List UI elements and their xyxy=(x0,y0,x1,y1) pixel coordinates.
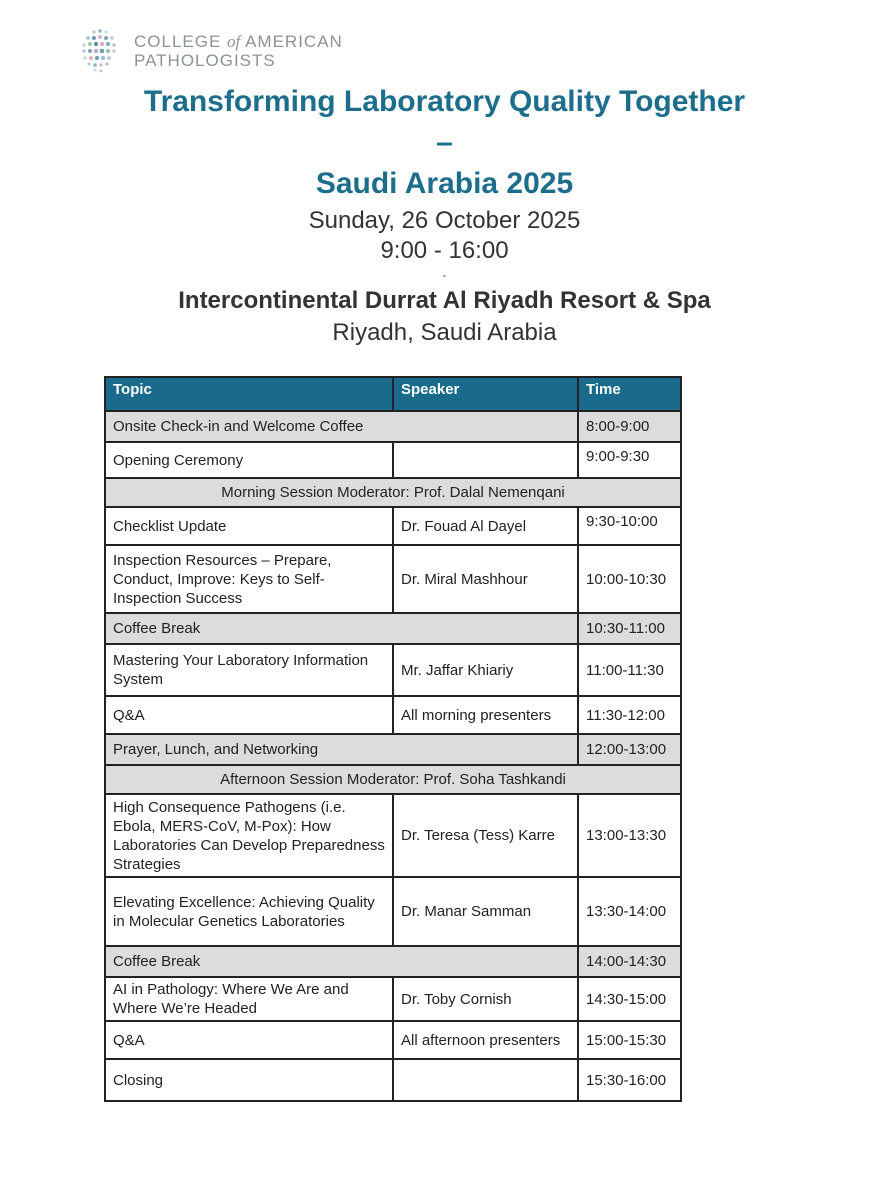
table-header-row xyxy=(105,377,681,411)
column-header-speaker: Speaker xyxy=(393,377,578,411)
topic-cell: Inspection Resources – Prepare, Conduct, Improve: Keys to Self-Inspection Success xyxy=(105,545,393,613)
table-row xyxy=(105,613,681,644)
speaker-cell xyxy=(393,442,578,478)
time-cell: 13:00-13:30 xyxy=(578,794,681,877)
header-separator: - xyxy=(442,268,447,282)
event-date: Sunday, 26 October 2025 xyxy=(308,207,581,234)
time-cell: 12:00-13:00 xyxy=(578,734,681,765)
time-cell: 14:00-14:30 xyxy=(578,946,681,977)
speaker-cell: Dr. Teresa (Tess) Karre xyxy=(393,794,578,877)
table-row xyxy=(105,507,681,545)
table-row xyxy=(105,1021,681,1059)
moderator-cell: Morning Session Moderator: Prof. Dalal Nemenqani xyxy=(105,478,681,507)
topic-cell: Elevating Excellence: Achieving Quality in Molecular Genetics Laboratories xyxy=(105,877,393,946)
table-row xyxy=(105,644,681,696)
topic-cell: Checklist Update xyxy=(105,507,393,545)
time-cell: 8:00-9:00 xyxy=(578,411,681,442)
topic-cell: Coffee Break xyxy=(105,946,578,977)
time-cell: 15:00-15:30 xyxy=(578,1021,681,1059)
time-cell: 13:30-14:00 xyxy=(578,877,681,946)
column-header-topic: Topic xyxy=(105,377,393,411)
time-cell: 9:00-9:30 xyxy=(578,442,681,478)
logo-word-college: COLLEGE xyxy=(134,32,222,51)
cap-logo-text xyxy=(134,32,434,70)
session-moderator-row xyxy=(105,478,681,507)
speaker-cell: All afternoon presenters xyxy=(393,1021,578,1059)
speaker-cell: Mr. Jaffar Khiariy xyxy=(393,644,578,696)
topic-cell: Closing xyxy=(105,1059,393,1101)
table-row xyxy=(105,794,681,877)
title-dash: – xyxy=(436,126,453,159)
topic-cell: Opening Ceremony xyxy=(105,442,393,478)
time-cell: 15:30-16:00 xyxy=(578,1059,681,1101)
topic-cell: AI in Pathology: Where We Are and Where We’re Headed xyxy=(105,977,393,1021)
event-city: Riyadh, Saudi Arabia xyxy=(332,319,557,346)
topic-cell: Onsite Check-in and Welcome Coffee xyxy=(105,411,578,442)
table-row xyxy=(105,1059,681,1101)
logo-word-american: AMERICAN xyxy=(245,32,343,51)
table-row xyxy=(105,442,681,478)
time-cell: 14:30-15:00 xyxy=(578,977,681,1021)
topic-cell: High Consequence Pathogens (i.e. Ebola, MERS-CoV, M-Pox): How Laboratories Can Develop Preparedness Strategies xyxy=(105,794,393,877)
title-line-2: Saudi Arabia 2025 xyxy=(315,167,574,200)
speaker-cell: All morning presenters xyxy=(393,696,578,734)
logo-word-of: of xyxy=(227,32,241,51)
topic-cell: Prayer, Lunch, and Networking xyxy=(105,734,578,765)
time-cell: 10:00-10:30 xyxy=(578,545,681,613)
event-time: 9:00 - 16:00 xyxy=(380,237,509,264)
topic-cell: Mastering Your Laboratory Information System xyxy=(105,644,393,696)
topic-cell: Q&A xyxy=(105,1021,393,1059)
title-line-1: Transforming Laboratory Quality Together xyxy=(143,85,746,118)
moderator-cell: Afternoon Session Moderator: Prof. Soha Tashkandi xyxy=(105,765,681,794)
time-cell: 9:30-10:00 xyxy=(578,507,681,545)
table-row xyxy=(105,545,681,613)
table-row xyxy=(105,877,681,946)
time-cell: 11:00-11:30 xyxy=(578,644,681,696)
time-cell: 11:30-12:00 xyxy=(578,696,681,734)
topic-cell: Coffee Break xyxy=(105,613,578,644)
speaker-cell: Dr. Manar Samman xyxy=(393,877,578,946)
table-row xyxy=(105,696,681,734)
event-venue: Intercontinental Durrat Al Riyadh Resort & Spa xyxy=(178,287,711,314)
speaker-cell: Dr. Toby Cornish xyxy=(393,977,578,1021)
time-cell: 10:30-11:00 xyxy=(578,613,681,644)
column-header-time: Time xyxy=(578,377,681,411)
session-moderator-row xyxy=(105,765,681,794)
topic-cell: Q&A xyxy=(105,696,393,734)
table-row xyxy=(105,411,681,442)
speaker-cell: Dr. Miral Mashhour xyxy=(393,545,578,613)
speaker-cell: Dr. Fouad Al Dayel xyxy=(393,507,578,545)
speaker-cell xyxy=(393,1059,578,1101)
table-row xyxy=(105,734,681,765)
logo-word-pathologists: PATHOLOGISTS xyxy=(134,51,276,70)
agenda-table xyxy=(104,376,682,1102)
cap-logo-dots-icon xyxy=(80,28,126,74)
table-row xyxy=(105,946,681,977)
table-row xyxy=(105,977,681,1021)
